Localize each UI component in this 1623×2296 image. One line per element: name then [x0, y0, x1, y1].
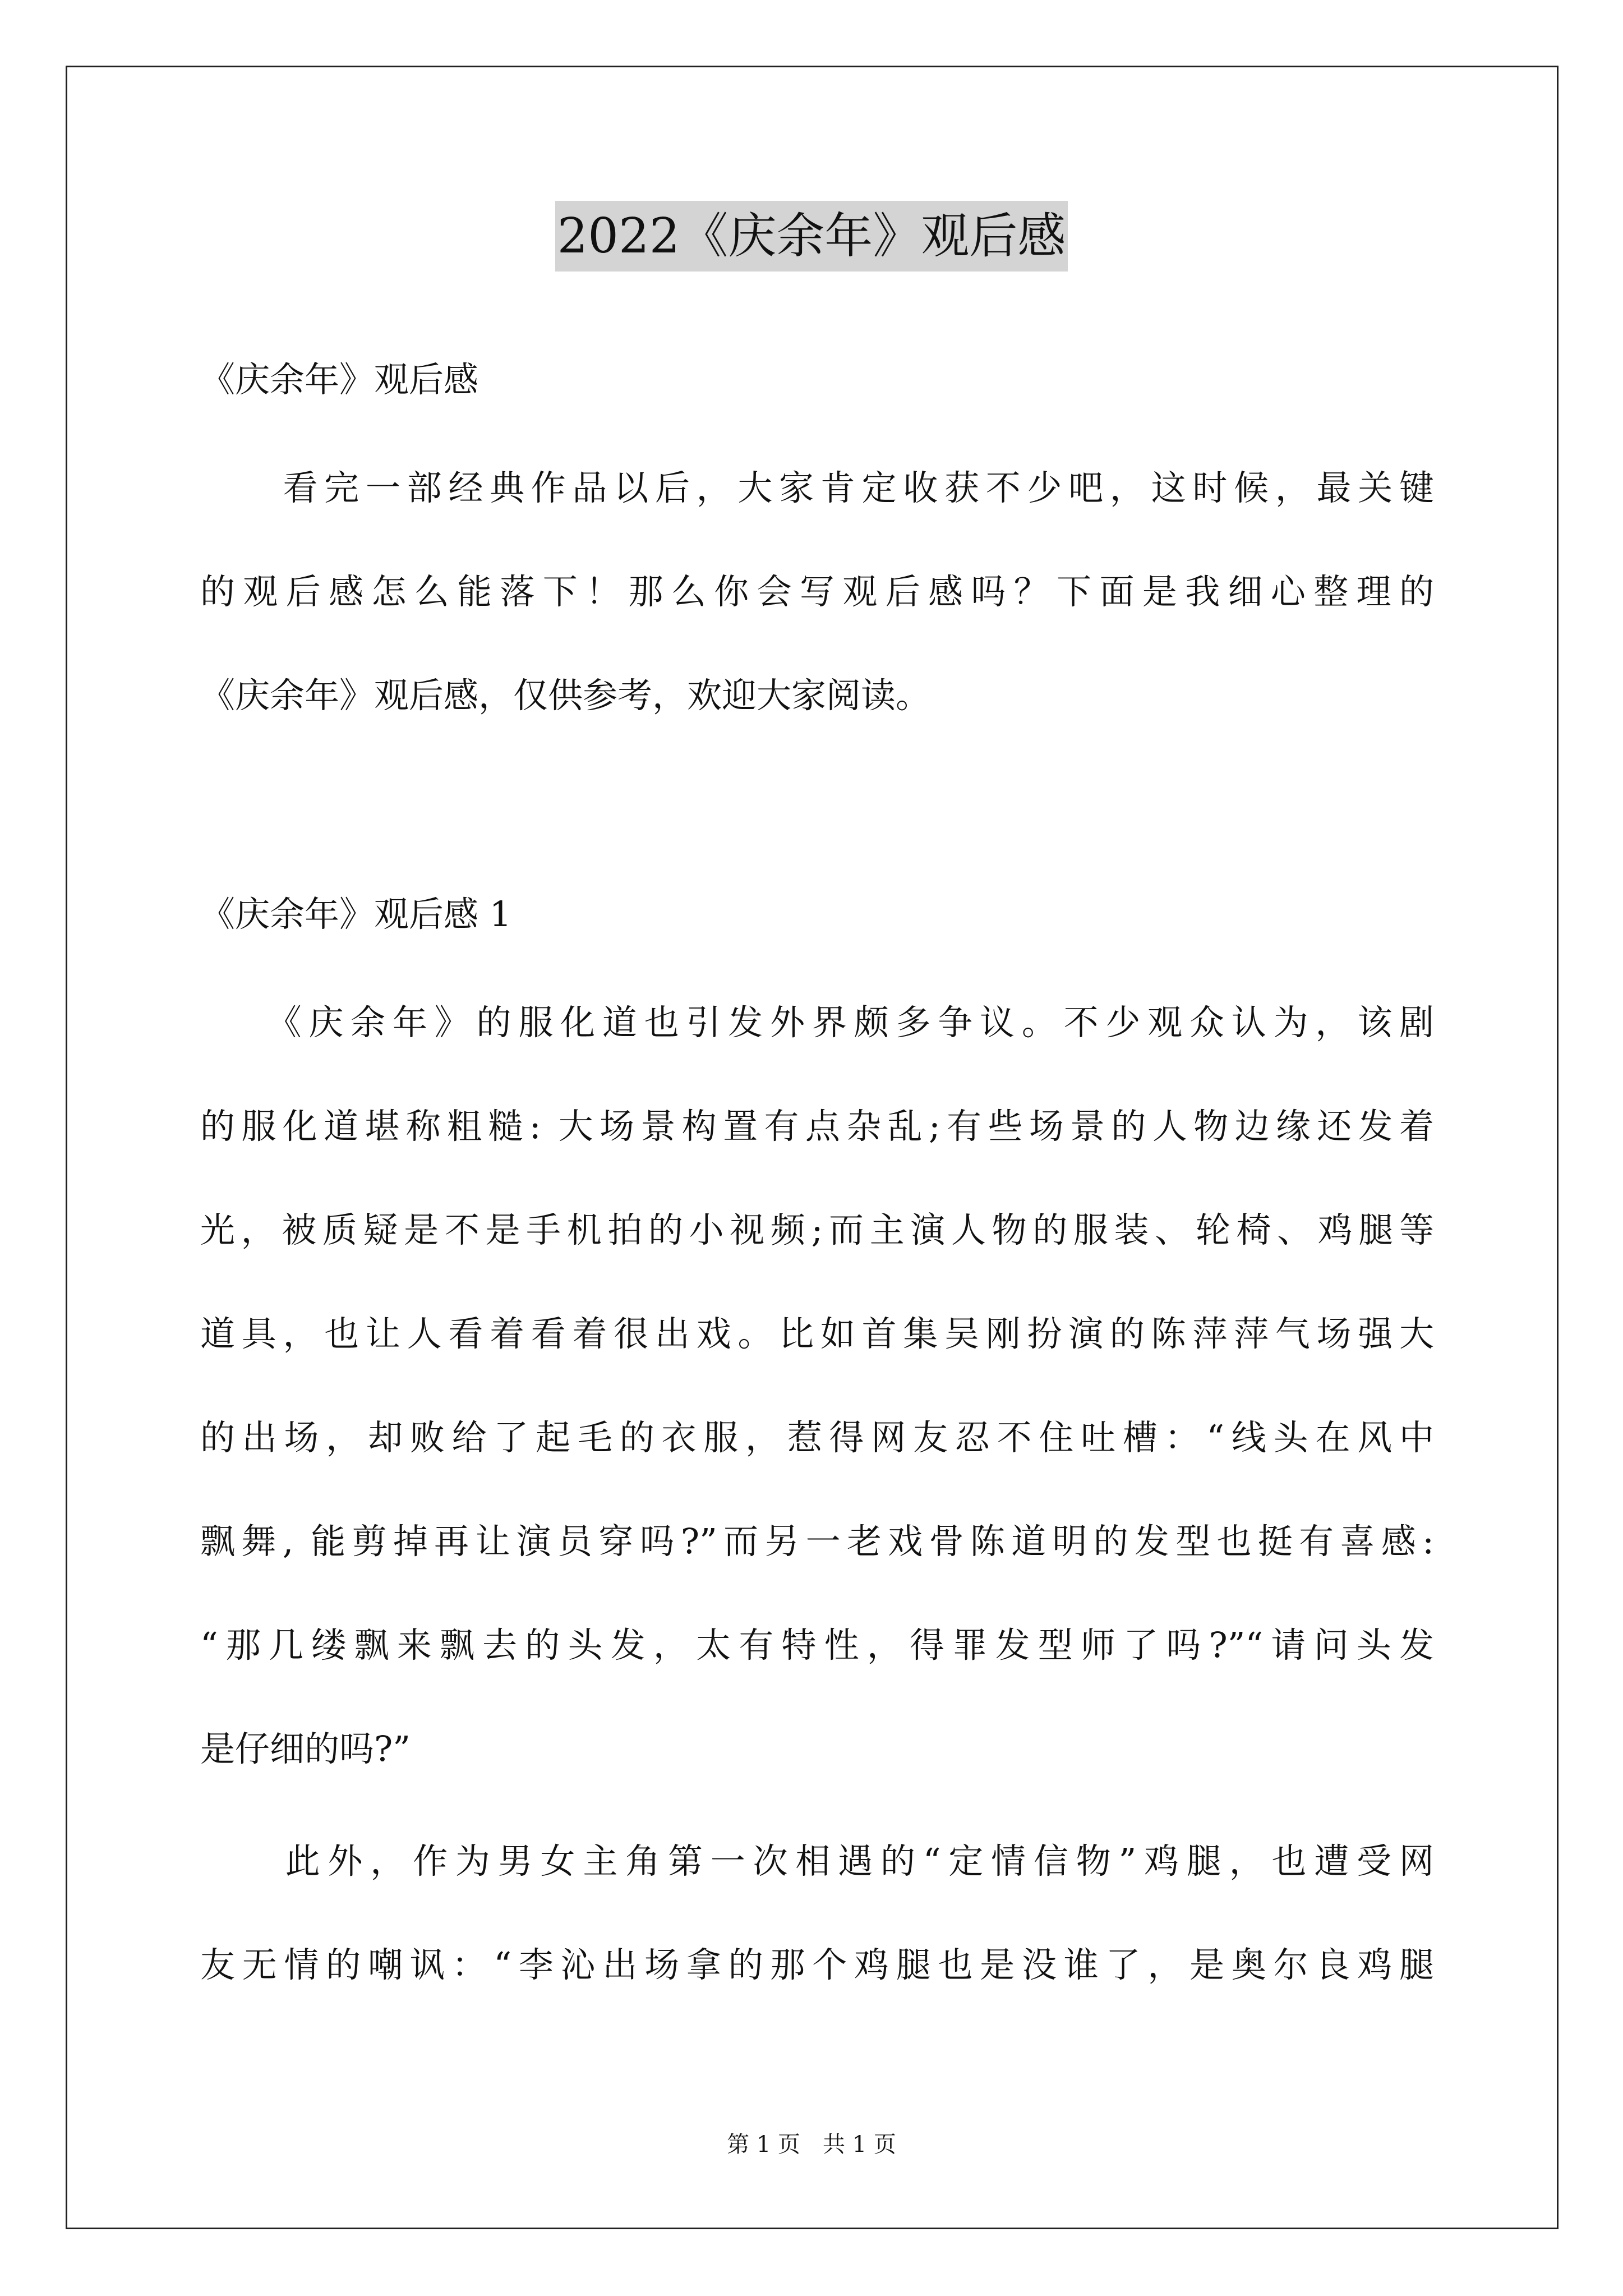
- text-line: 看完一部经典作品以后，大家肯定收获不少吧，这时候，最关键: [200, 467, 1434, 508]
- text-line: 友无情的嘲讽：“李沁出场拿的那个鸡腿也是没谁了，是奥尔良鸡腿: [200, 1944, 1434, 1985]
- text-line: 是仔细的吗?”: [200, 1728, 411, 1769]
- text-line: 飘舞, 能剪掉再让演员穿吗?”而另一老戏骨陈道明的发型也挺有喜感:: [200, 1521, 1434, 1562]
- page-footer: 第 1 页 共 1 页: [727, 2132, 896, 2157]
- text-line: 《庆余年》观后感，仅供参考，欢迎大家阅读。: [200, 675, 931, 716]
- text-line: 的服化道堪称粗糙: 大场景构置有点杂乱;有些场景的人物边缘还发着: [200, 1106, 1434, 1147]
- section-heading: 《庆余年》观后感 1: [200, 894, 512, 935]
- text-line: 的观后感怎么能落下！那么你会写观后感吗？下面是我细心整理的: [200, 571, 1434, 612]
- text-line: 《庆余年》的服化道也引发外界颇多争议。不少观众认为，该剧: [200, 1002, 1434, 1043]
- document-title: 2022《庆余年》观后感: [555, 201, 1068, 272]
- title-container: [0, 201, 1623, 272]
- text-line: “那几缕飘来飘去的头发，太有特性，得罪发型师了吗?”“请问头发: [200, 1625, 1434, 1665]
- text-line: 此外，作为男女主角第一次相遇的“定情信物”鸡腿，也遭受网: [200, 1841, 1434, 1881]
- subtitle: 《庆余年》观后感: [200, 359, 479, 400]
- text-line: 道具，也让人看着看着很出戏。比如首集吴刚扮演的陈萍萍气场强大: [200, 1313, 1434, 1354]
- text-line: 光，被质疑是不是手机拍的小视频;而主演人物的服装、轮椅、鸡腿等: [200, 1209, 1434, 1250]
- text-line: 的出场，却败给了起毛的衣服，惹得网友忍不住吐槽：“线头在风中: [200, 1417, 1434, 1458]
